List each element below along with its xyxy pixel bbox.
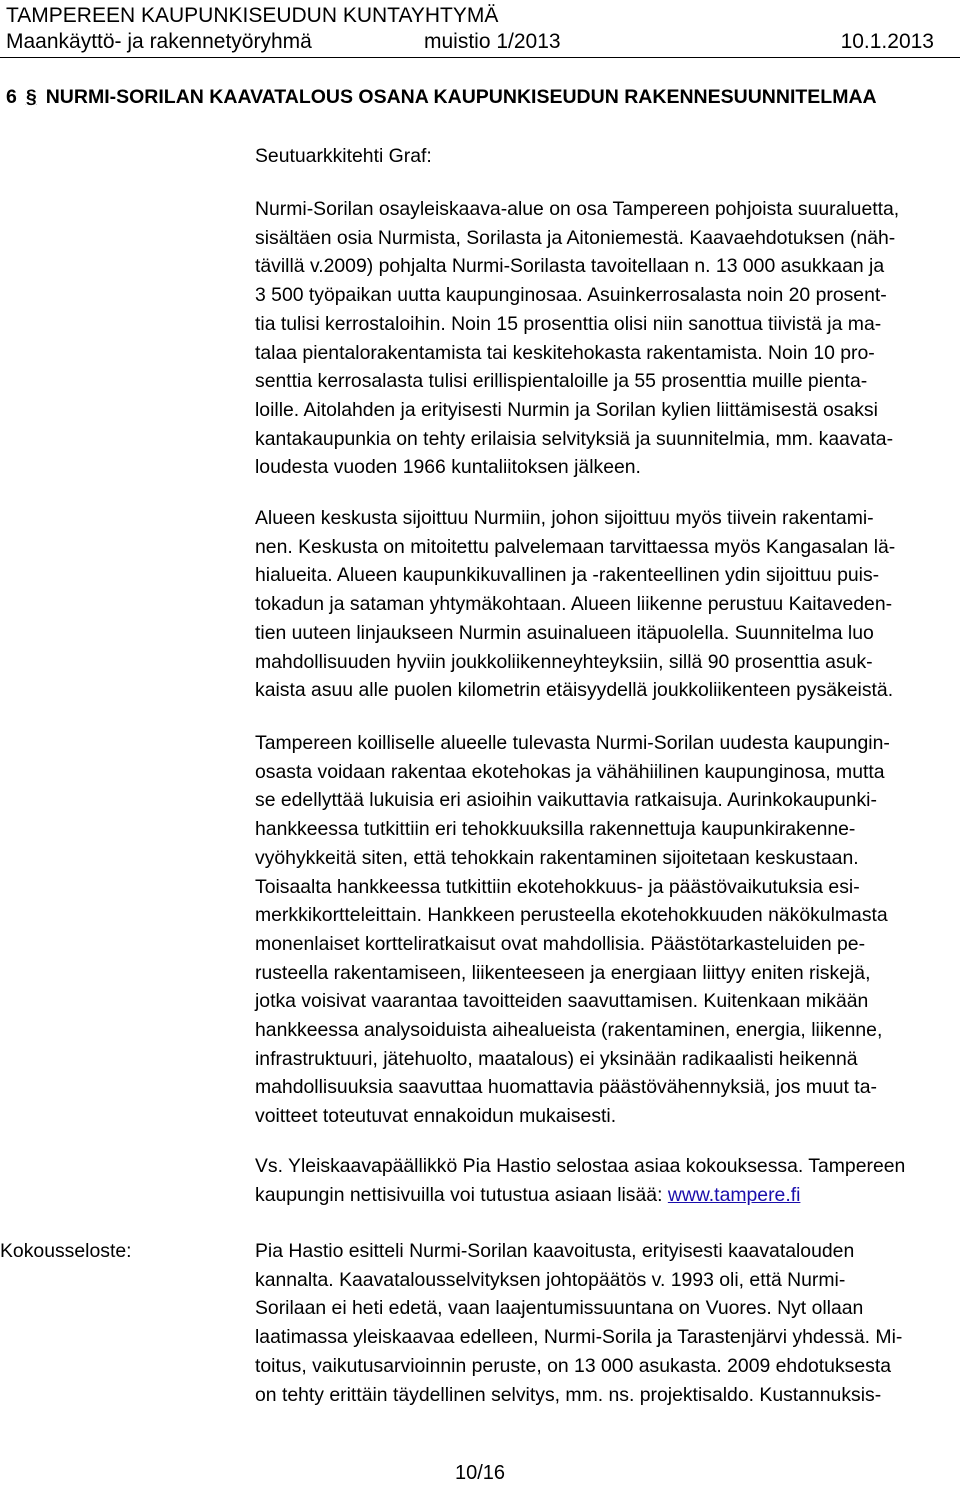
text-line: talaa pientalorakentamista tai keskitehokasta rakentamista. Noin 10 pro- (255, 341, 875, 364)
section-heading (6, 84, 877, 110)
text-line: Tampereen koilliselle alueelle tulevasta Nurmi-Sorilan uudesta kaupungin- (255, 732, 890, 754)
text-line: Nurmi-Sorilan osayleiskaava-alue on osa Tampereen pohjoista suuraluetta, (255, 198, 900, 220)
text-line: hialueita. Alueen kaupunkikuvallinen ja -rakenteellinen ydin sijoittuu puis- (255, 564, 880, 587)
link-lead-text: kaupungin nettisivuilla voi tutustua asiaan lisää: (255, 1183, 668, 1206)
text-line: kantakaupunkia on tehty erilaisia selvityksiä ja suunnitelmia, mm. kaavata- (255, 427, 894, 450)
text-line (255, 1181, 960, 1210)
text-line: hankkeessa analysoiduista aihealueista (rakentaminen, energia, liikenne, (255, 1019, 883, 1042)
text-line: Sorilaan ei heti edetä, vaan laajentumissuuntana on Vuores. Nyt ollaan (255, 1297, 864, 1320)
text-line: merkkikortteleittain. Hankkeen perusteella ekotehokkuuden näkökulmasta (255, 904, 888, 927)
section-number: 6 (6, 86, 17, 108)
text-line: Pia Hastio esitteli Nurmi-Sorilan kaavoitusta, erityisesti kaavatalouden (255, 1240, 855, 1262)
text-line: infrastruktuuri, jätehuolto, maatalous) ei yksinään radikaalisti heikennä (255, 1047, 858, 1070)
presenter: Seutuarkkitehti Graf: (255, 145, 432, 167)
text-line: Toisaalta hankkeessa tutkittiin ekotehokkuus- ja päästövaikutuksia esi- (255, 875, 860, 898)
page-number: 10/16 (454, 1462, 506, 1484)
text-line: se edellyttää lukuisia eri asioihin vaikuttavia ratkaisuja. Aurinkokaupunki- (255, 789, 877, 812)
text-line: hankkeessa tutkittiin eri tehokkuuksilla rakennettuja kaupunkirakenne- (255, 818, 856, 841)
presenter-line (255, 142, 960, 171)
memo-number: muistio 1/2013 (424, 30, 561, 53)
text-line: tokadun ja sataman yhtymäkohtaan. Alueen liikenne perustuu Kaitaveden- (255, 593, 893, 616)
text-line: senttia kerrosalasta tulisi erillispientaloille ja 55 prosenttia muille pienta- (255, 370, 868, 393)
text-line: jotka voisivat vaarantaa tavoitteiden saavuttamisen. Kuitenkaan mikään (255, 990, 869, 1013)
text-line: tien uuteen linjaukseen Nurmin asuinalueen itäpuolella. Suunnitelma luo (255, 621, 874, 644)
text-line: kannalta. Kaavatalousselvityksen johtopäätös v. 1993 oli, että Nurmi- (255, 1268, 846, 1291)
text-line: osasta voidaan rakentaa ekotehokas ja vähähiilinen kaupunginosa, mutta (255, 760, 885, 783)
working-group-name: Maankäyttö- ja rakennetyöryhmä (6, 30, 312, 53)
minutes-text (255, 1237, 960, 1409)
paragraph-2 (255, 504, 960, 705)
text-line: Vs. Yleiskaavapäällikkö Pia Hastio selostaa asiaa kokouksessa. Tampereen (255, 1155, 906, 1177)
text-line: rusteella rakentamiseen, liikenteeseen ja energiaan liittyy eniten riskejä, (255, 961, 871, 984)
text-line: loudesta vuoden 1966 kuntaliitoksen jälkeen. (255, 456, 641, 479)
text-line: vyöhykkeitä siten, että tehokkain rakentaminen sijoitetaan keskustaan. (255, 846, 859, 869)
text-line: nen. Keskusta on mitoitettu palvelemaan tarvittaessa myös Kangasalan lä- (255, 535, 896, 558)
text-line: loille. Aitolahden ja erityisesti Nurmin ja Sorilan kylien liittämisestä osaksi (255, 398, 878, 421)
text-line: mahdollisuuksia saavuttaa huomattavia päästövähennyksiä, jos muut ta- (255, 1076, 877, 1099)
text-line: laatimassa yleiskaavaa edelleen, Nurmi-Sorila ja Tarastenjärvi yhdessä. Mi- (255, 1326, 903, 1349)
tampere-website-link[interactable]: www.tampere.fi (667, 1183, 801, 1206)
minutes-label: Kokousseloste: (0, 1240, 132, 1262)
text-line: tia tulisi kerrostaloihin. Noin 15 prosenttia olisi niin sanottua tiivistä ja ma- (255, 312, 882, 335)
paragraph-3 (255, 729, 960, 1131)
paragraph-1 (255, 195, 960, 482)
text-line: mahdollisuuden hyviin joukkoliikenneyhteyksiin, sillä 90 prosenttia asuk- (255, 650, 873, 673)
organization-name: TAMPEREEN KAUPUNKISEUDUN KUNTAYHTYMÄ (6, 4, 499, 27)
text-line: Alueen keskusta sijoittuu Nurmiin, johon sijoittuu myös tiivein rakentami- (255, 507, 874, 529)
section-title: NURMI-SORILAN KAAVATALOUS OSANA KAUPUNKISEUDUN RAKENNESUUNNITELMAA (45, 86, 877, 108)
text-line: on tehty erittäin täydellinen selvitys, mm. ns. projektisaldo. Kustannuksis- (255, 1383, 882, 1406)
text-line: 3 500 työpaikan uutta kaupunginosaa. Asuinkerrosalasta noin 20 prosent- (255, 284, 887, 307)
section-sign: § (25, 86, 37, 108)
text-line: toitus, vaikutusarvioinnin peruste, on 13 000 asukasta. 2009 ehdotuksesta (255, 1354, 891, 1377)
memo-date: 10.1.2013 (840, 30, 934, 53)
text-line: sisältäen osia Nurmista, Sorilasta ja Aitoniemestä. Kaavaehdotuksen (näh- (255, 226, 896, 249)
presenter-note (255, 1152, 960, 1209)
text-line: monenlaiset kortteliratkaisut ovat mahdollisia. Päästötarkasteluiden pe- (255, 932, 866, 955)
header-rule (0, 57, 960, 58)
text-line: tävillä v.2009) pohjalta Nurmi-Sorilasta tavoitellaan n. 13 000 asukkaan ja (255, 255, 885, 278)
text-line: voitteet toteutuvat ennakoidun mukaisesti. (255, 1105, 617, 1128)
text-line: kaista asuu alle puolen kilometrin etäisyydellä joukkoliikenteen pysäkeistä. (255, 679, 894, 702)
